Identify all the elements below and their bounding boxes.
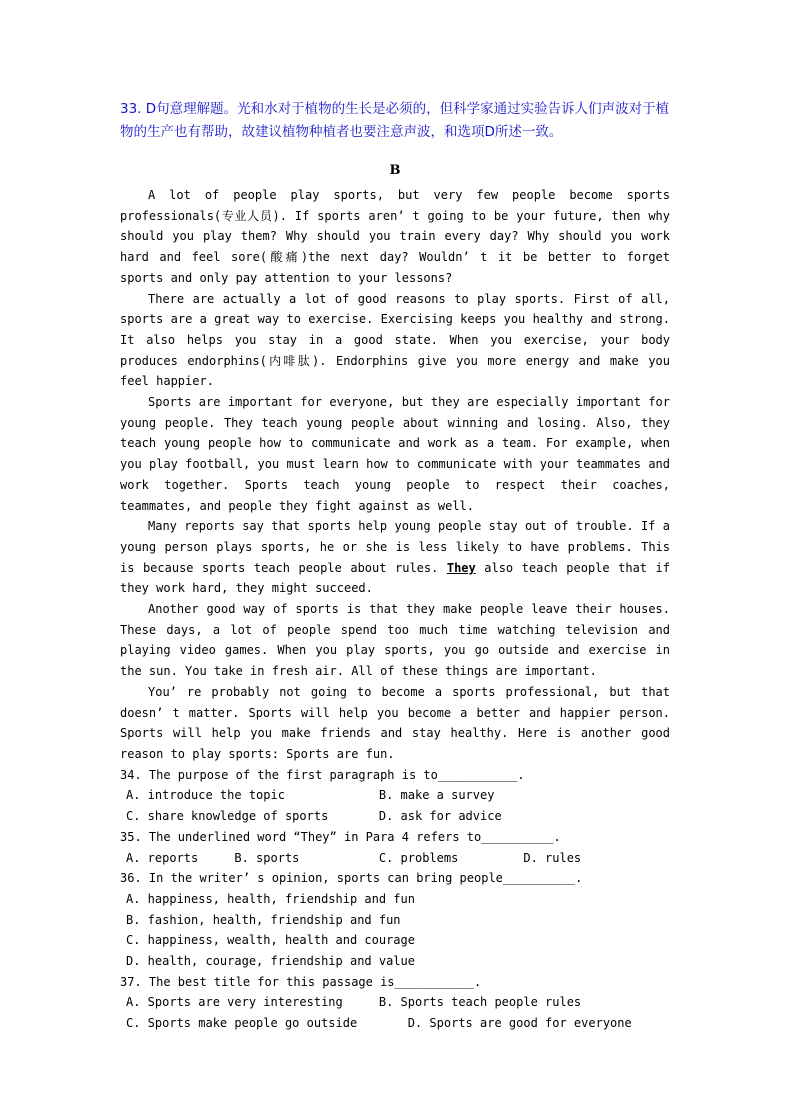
question-37-options-row-1: A. Sports are very interesting B. Sports teach people rules (126, 995, 582, 1010)
question-36-option-d: D. health, courage, friendship and value (126, 954, 415, 969)
paragraph-5: Another good way of sports is that they make people leave their houses. These days, a lot of people spend too much time watching television and playing video games. When you play sports, you go outside and exercise in the sun. You take in fresh air. All of these things are important. (120, 602, 670, 679)
question-34: 34. The purpose of the first paragraph is to___________. (120, 767, 525, 782)
paragraph-6: You’ re probably not going to become a sports professional, but that doesn’ t matter. Sports will help you become a better and happier person. Sports will help you make friends and stay healthy. Here is another good reason to play sports: Sports are fun. (120, 684, 670, 761)
paragraph-1: A lot of people play sports, but very few people become sports professionals(专业人员). If sports aren’ t going to be your future, then why should you play them? Why should you train every day? Why should you work hard and feel sore(酸痛)the next day? Wouldn’ t it be better to forget sports and only pay attention to your lessons? (120, 188, 670, 285)
answer-explanation: 33. D句意理解题。光和水对于植物的生长是必须的，但科学家通过实验告诉人们声波对于植物的生产也有帮助，故建议植物种植者也要注意声波，和选项D所述一致。 (120, 101, 670, 140)
question-36-option-c: C. happiness, wealth, health and courage (126, 933, 415, 948)
paragraph-4-after: also teach people that if they work hard, they might succeed. (120, 560, 670, 596)
question-37-options-row-2: C. Sports make people go outside D. Sports are good for everyone (126, 1016, 632, 1031)
paragraph-3: Sports are important for everyone, but they are especially important for young people. They teach young people about winning and losing. Also, they teach young people how to communicate and work as a team. For example, when you play football, you must learn how to communicate with your teammates and work together. Sports teach young people to respect their coaches, teammates, and people they fight against as well. (120, 395, 670, 513)
question-34-options-row-1: A. introduce the topic B. make a survey (126, 788, 495, 803)
question-36-option-b: B. fashion, health, friendship and fun (126, 912, 401, 927)
paragraph-2: There are actually a lot of good reasons to play sports. First of all, sports are a great way to exercise. Exercising keeps you healthy and strong. It also helps you stay in a good state. When you exercise, your body produces endorphins(内啡肽). Endorphins give you more energy and make you feel happier. (120, 291, 670, 389)
paragraph-4 (120, 516, 670, 599)
question-35-options-row-1: A. reports B. sports C. problems D. rules (126, 850, 582, 865)
passage-body (120, 185, 670, 1034)
question-37: 37. The best title for this passage is___________. (120, 974, 482, 989)
question-36-option-a: A. happiness, health, friendship and fun (126, 891, 415, 906)
question-35: 35. The underlined word “They” in Para 4 refers to__________. (120, 829, 561, 844)
paragraph-4-before: Many reports say that sports help young people stay out of trouble. If a young person plays sports, he or she is less likely to have problems. This is because sports teach people about rules. (120, 519, 670, 575)
question-34-options-row-2: C. share knowledge of sports D. ask for advice (126, 809, 502, 824)
question-36: 36. In the writer’ s opinion, sports can bring people__________. (120, 871, 583, 886)
underlined-word: They (446, 560, 476, 575)
section-label: B (389, 163, 401, 178)
